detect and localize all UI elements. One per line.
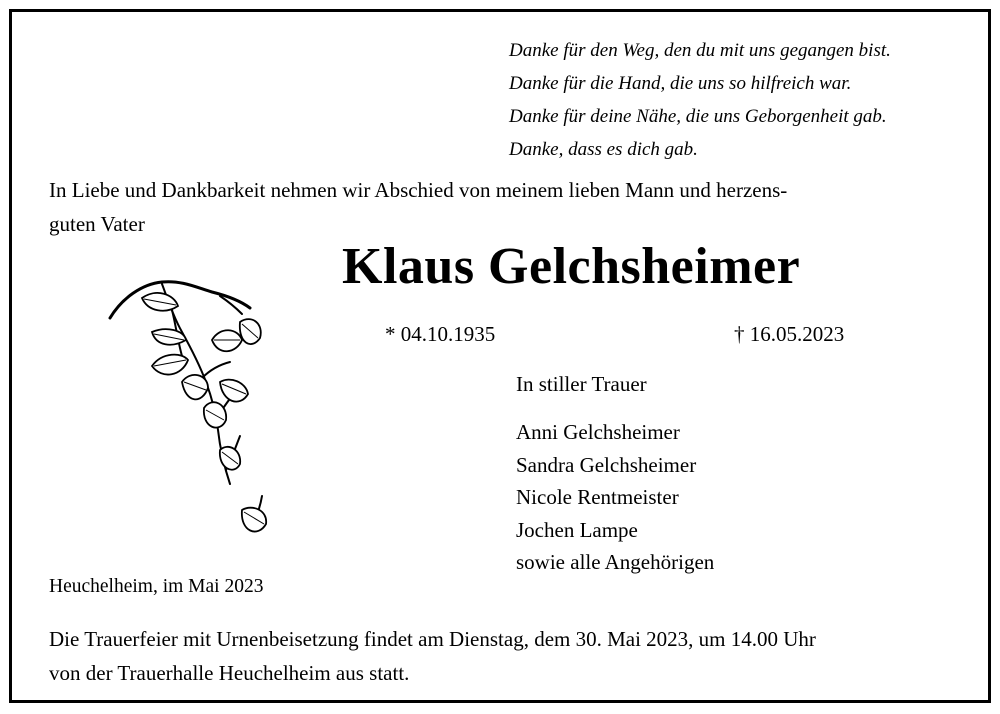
intro-line: guten Vater [49, 212, 145, 236]
birth-date: * 04.10.1935 [385, 322, 496, 346]
poem-line: Danke, dass es dich gab. [509, 139, 698, 160]
poem-line: Danke für den Weg, den du mit uns gegangen bist. [509, 40, 891, 61]
funeral-line: von der Trauerhalle Heuchelheim aus statt. [49, 661, 410, 685]
poem-line: Danke für deine Nähe, die uns Geborgenheit gab. [509, 106, 887, 127]
funeral-line: Die Trauerfeier mit Urnenbeisetzung findet am Dienstag, dem 30. Mai 2023, um 14.00 Uhr [49, 627, 816, 651]
intro-line: In Liebe und Dankbarkeit nehmen wir Abschied von meinem lieben Mann und herzens- [49, 178, 788, 202]
birch-branch-illustration [102, 270, 272, 550]
intro-text [49, 173, 989, 241]
poem-line: Danke für die Hand, die uns so hilfreich war. [509, 73, 852, 94]
deceased-name: Klaus Gelchsheimer [342, 238, 801, 295]
place-date: Heuchelheim, im Mai 2023 [49, 576, 264, 597]
mourner-name: Sandra Gelchsheimer [516, 452, 697, 477]
mourner-name: Nicole Rentmeister [516, 485, 679, 509]
mourners-list [516, 416, 714, 579]
mourner-name: Anni Gelchsheimer [516, 420, 680, 444]
funeral-notice [49, 622, 816, 690]
mourner-name: Jochen Lampe [516, 517, 638, 542]
poem [509, 34, 891, 166]
obituary-frame [9, 9, 991, 703]
mourner-name: sowie alle Angehörigen [516, 550, 715, 574]
mourning-heading: In stiller Trauer [516, 372, 647, 396]
death-date: † 16.05.2023 [734, 322, 845, 346]
